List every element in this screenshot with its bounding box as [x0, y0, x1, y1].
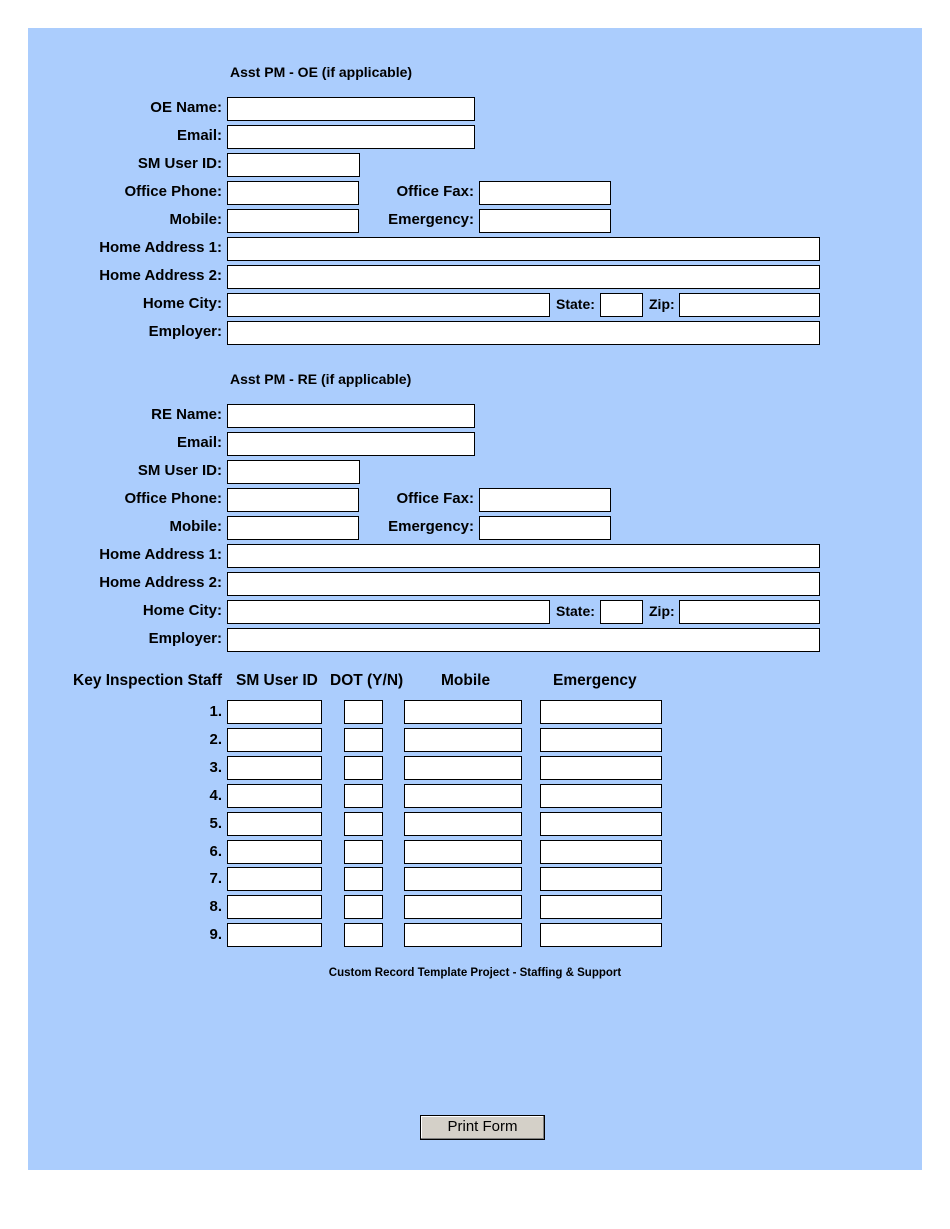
oe-home-address-2-label: Home Address 2:	[99, 267, 222, 284]
staff-row-number: 8.	[209, 898, 222, 916]
staff-header-mobile: Mobile	[441, 672, 491, 689]
staff-row-number: 7.	[209, 870, 222, 888]
oe-employer-label: Employer:	[148, 323, 222, 340]
staff-row-number: 5.	[209, 814, 222, 832]
staff-dot-field[interactable]	[344, 812, 383, 836]
re-office-fax-label: Office Fax:	[396, 490, 474, 507]
staff-mobile-field[interactable]	[404, 784, 522, 808]
staff-table-title: Key Inspection Staff	[73, 672, 222, 689]
staff-row-number: 1.	[209, 703, 222, 720]
staff-mobile-field[interactable]	[404, 700, 522, 724]
re-name-label: RE Name:	[151, 406, 222, 423]
oe-home-city-label: Home City:	[142, 295, 222, 312]
re-email-label: Email:	[176, 434, 222, 451]
staff-sm-user-id-field[interactable]	[227, 784, 322, 808]
oe-office-phone-field[interactable]	[227, 181, 359, 205]
staff-dot-field[interactable]	[344, 728, 383, 752]
staff-mobile-field[interactable]	[404, 867, 522, 891]
staff-sm-user-id-field[interactable]	[227, 700, 322, 724]
staff-emergency-field[interactable]	[540, 895, 662, 919]
staff-emergency-field[interactable]	[540, 923, 662, 947]
staff-mobile-field[interactable]	[404, 840, 522, 864]
re-state-label: State:	[556, 603, 595, 619]
staff-sm-user-id-field[interactable]	[227, 812, 322, 836]
re-state-field[interactable]	[600, 600, 643, 624]
staff-row-number: 9.	[209, 926, 222, 944]
oe-home-address-1-label: Home Address 1:	[99, 239, 222, 256]
re-employer-label: Employer:	[148, 630, 222, 647]
oe-email-label: Email:	[176, 127, 222, 144]
oe-office-fax-label: Office Fax:	[396, 183, 474, 200]
re-home-city-label: Home City:	[142, 602, 222, 619]
oe-home-address-1-field[interactable]	[227, 237, 820, 261]
oe-state-field[interactable]	[600, 293, 643, 317]
oe-section-heading: Asst PM - OE (if applicable)	[230, 64, 413, 80]
footer-text: Custom Record Template Project - Staffing & Support	[328, 967, 622, 979]
staff-dot-field[interactable]	[344, 700, 383, 724]
staff-sm-user-id-field[interactable]	[227, 728, 322, 752]
print-form-button[interactable]: Print Form	[420, 1115, 545, 1140]
re-home-address-2-label: Home Address 2:	[99, 574, 222, 591]
re-sm-user-id-label: SM User ID:	[137, 462, 222, 479]
re-email-field[interactable]	[227, 432, 475, 456]
oe-emergency-field[interactable]	[479, 209, 611, 233]
oe-zip-field[interactable]	[679, 293, 820, 317]
re-section-heading: Asst PM - RE (if applicable)	[230, 371, 412, 387]
oe-email-field[interactable]	[227, 125, 475, 149]
re-name-field[interactable]	[227, 404, 475, 428]
staff-emergency-field[interactable]	[540, 812, 662, 836]
staff-emergency-field[interactable]	[540, 700, 662, 724]
oe-mobile-field[interactable]	[227, 209, 359, 233]
staff-mobile-field[interactable]	[404, 812, 522, 836]
oe-office-phone-label: Office Phone:	[124, 183, 222, 200]
re-home-address-1-label: Home Address 1:	[99, 546, 222, 563]
re-employer-field[interactable]	[227, 628, 820, 652]
oe-sm-user-id-field[interactable]	[227, 153, 360, 177]
re-emergency-label: Emergency:	[388, 518, 474, 535]
re-mobile-field[interactable]	[227, 516, 359, 540]
staff-row-number: 6.	[209, 842, 222, 860]
staff-emergency-field[interactable]	[540, 840, 662, 864]
staff-emergency-field[interactable]	[540, 728, 662, 752]
re-zip-field[interactable]	[679, 600, 820, 624]
staff-mobile-field[interactable]	[404, 923, 522, 947]
staff-row-number: 4.	[209, 786, 222, 804]
re-home-city-field[interactable]	[227, 600, 550, 624]
staff-header-emergency: Emergency	[553, 672, 637, 689]
oe-office-fax-field[interactable]	[479, 181, 611, 205]
oe-home-address-2-field[interactable]	[227, 265, 820, 289]
staff-dot-field[interactable]	[344, 867, 383, 891]
re-office-fax-field[interactable]	[479, 488, 611, 512]
oe-home-city-field[interactable]	[227, 293, 550, 317]
staff-mobile-field[interactable]	[404, 756, 522, 780]
oe-name-field[interactable]	[227, 97, 475, 121]
staff-sm-user-id-field[interactable]	[227, 840, 322, 864]
oe-emergency-label: Emergency:	[388, 211, 474, 228]
re-home-address-1-field[interactable]	[227, 544, 820, 568]
staff-header-dot: DOT (Y/N)	[330, 672, 404, 689]
re-zip-label: Zip:	[649, 603, 675, 619]
staff-emergency-field[interactable]	[540, 756, 662, 780]
staff-header-sm-user-id: SM User ID	[236, 672, 318, 689]
re-sm-user-id-field[interactable]	[227, 460, 360, 484]
oe-name-label: OE Name:	[150, 99, 222, 116]
re-mobile-label: Mobile:	[169, 518, 222, 535]
staff-row-number: 3.	[209, 758, 222, 776]
oe-mobile-label: Mobile:	[169, 211, 222, 228]
re-emergency-field[interactable]	[479, 516, 611, 540]
staff-dot-field[interactable]	[344, 923, 383, 947]
staff-sm-user-id-field[interactable]	[227, 923, 322, 947]
staff-dot-field[interactable]	[344, 784, 383, 808]
staff-sm-user-id-field[interactable]	[227, 867, 322, 891]
staff-mobile-field[interactable]	[404, 895, 522, 919]
staff-emergency-field[interactable]	[540, 784, 662, 808]
staff-mobile-field[interactable]	[404, 728, 522, 752]
staff-dot-field[interactable]	[344, 895, 383, 919]
re-office-phone-field[interactable]	[227, 488, 359, 512]
staff-sm-user-id-field[interactable]	[227, 895, 322, 919]
re-home-address-2-field[interactable]	[227, 572, 820, 596]
staff-sm-user-id-field[interactable]	[227, 756, 322, 780]
re-office-phone-label: Office Phone:	[124, 490, 222, 507]
staff-dot-field[interactable]	[344, 756, 383, 780]
staff-emergency-field[interactable]	[540, 867, 662, 891]
oe-state-label: State:	[556, 296, 595, 312]
oe-sm-user-id-label: SM User ID:	[137, 155, 222, 172]
oe-zip-label: Zip:	[649, 296, 675, 312]
oe-employer-field[interactable]	[227, 321, 820, 345]
staff-row-number: 2.	[209, 730, 222, 748]
staff-dot-field[interactable]	[344, 840, 383, 864]
